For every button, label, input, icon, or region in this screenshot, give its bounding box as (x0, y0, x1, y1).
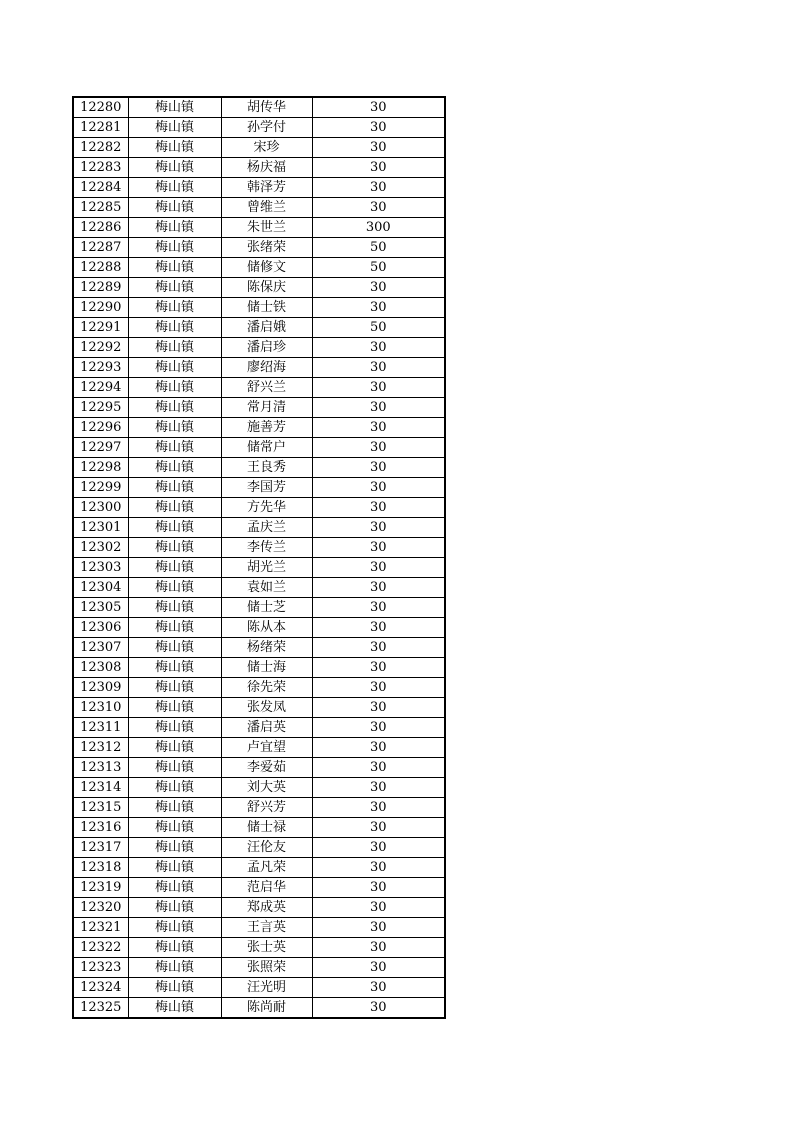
row-id-cell: 12296 (73, 418, 128, 438)
amount-cell: 30 (312, 118, 445, 138)
name-cell: 范启华 (221, 878, 312, 898)
name-cell: 储士铁 (221, 298, 312, 318)
name-cell: 刘大英 (221, 778, 312, 798)
name-cell: 杨庆福 (221, 158, 312, 178)
table-row (73, 858, 445, 878)
row-id-cell: 12292 (73, 338, 128, 358)
town-cell: 梅山镇 (128, 318, 221, 338)
name-cell: 袁如兰 (221, 578, 312, 598)
amount-cell: 30 (312, 918, 445, 938)
row-id-cell: 12288 (73, 258, 128, 278)
table-row (73, 298, 445, 318)
row-id-cell: 12285 (73, 198, 128, 218)
row-id-cell: 12297 (73, 438, 128, 458)
table-row (73, 278, 445, 298)
amount-cell: 30 (312, 498, 445, 518)
table-row (73, 838, 445, 858)
amount-cell: 30 (312, 618, 445, 638)
amount-cell: 50 (312, 238, 445, 258)
name-cell: 孙学付 (221, 118, 312, 138)
table-row (73, 658, 445, 678)
row-id-cell: 12280 (73, 97, 128, 118)
row-id-cell: 12286 (73, 218, 128, 238)
amount-cell: 30 (312, 158, 445, 178)
name-cell: 郑成英 (221, 898, 312, 918)
row-id-cell: 12287 (73, 238, 128, 258)
amount-cell: 30 (312, 418, 445, 438)
name-cell: 储士海 (221, 658, 312, 678)
name-cell: 张发凤 (221, 698, 312, 718)
town-cell: 梅山镇 (128, 298, 221, 318)
amount-cell: 30 (312, 998, 445, 1019)
table-row (73, 238, 445, 258)
town-cell: 梅山镇 (128, 998, 221, 1019)
name-cell: 杨绪荣 (221, 638, 312, 658)
town-cell: 梅山镇 (128, 458, 221, 478)
table-row (73, 438, 445, 458)
name-cell: 储修文 (221, 258, 312, 278)
town-cell: 梅山镇 (128, 238, 221, 258)
town-cell: 梅山镇 (128, 398, 221, 418)
table-row (73, 338, 445, 358)
row-id-cell: 12324 (73, 978, 128, 998)
table-row (73, 478, 445, 498)
name-cell: 汪光明 (221, 978, 312, 998)
row-id-cell: 12308 (73, 658, 128, 678)
amount-cell: 30 (312, 398, 445, 418)
amount-cell: 30 (312, 97, 445, 118)
amount-cell: 50 (312, 258, 445, 278)
table-row (73, 458, 445, 478)
table-row (73, 618, 445, 638)
name-cell: 储士禄 (221, 818, 312, 838)
table-row (73, 738, 445, 758)
town-cell: 梅山镇 (128, 978, 221, 998)
row-id-cell: 12317 (73, 838, 128, 858)
name-cell: 卢宜望 (221, 738, 312, 758)
town-cell: 梅山镇 (128, 158, 221, 178)
name-cell: 张绪荣 (221, 238, 312, 258)
name-cell: 储士芝 (221, 598, 312, 618)
table-row (73, 198, 445, 218)
row-id-cell: 12290 (73, 298, 128, 318)
table-row (73, 958, 445, 978)
row-id-cell: 12314 (73, 778, 128, 798)
row-id-cell: 12302 (73, 538, 128, 558)
town-cell: 梅山镇 (128, 838, 221, 858)
row-id-cell: 12289 (73, 278, 128, 298)
name-cell: 施善芳 (221, 418, 312, 438)
amount-cell: 30 (312, 638, 445, 658)
town-cell: 梅山镇 (128, 178, 221, 198)
town-cell: 梅山镇 (128, 658, 221, 678)
name-cell: 方先华 (221, 498, 312, 518)
name-cell: 常月清 (221, 398, 312, 418)
row-id-cell: 12305 (73, 598, 128, 618)
name-cell: 张照荣 (221, 958, 312, 978)
row-id-cell: 12303 (73, 558, 128, 578)
table-row (73, 178, 445, 198)
town-cell: 梅山镇 (128, 258, 221, 278)
row-id-cell: 12291 (73, 318, 128, 338)
row-id-cell: 12284 (73, 178, 128, 198)
town-cell: 梅山镇 (128, 558, 221, 578)
amount-cell: 30 (312, 778, 445, 798)
name-cell: 潘启英 (221, 718, 312, 738)
row-id-cell: 12316 (73, 818, 128, 838)
amount-cell: 30 (312, 138, 445, 158)
row-id-cell: 12312 (73, 738, 128, 758)
table-row (73, 878, 445, 898)
row-id-cell: 12281 (73, 118, 128, 138)
amount-cell: 30 (312, 438, 445, 458)
table-row (73, 978, 445, 998)
town-cell: 梅山镇 (128, 338, 221, 358)
amount-cell: 30 (312, 938, 445, 958)
row-id-cell: 12323 (73, 958, 128, 978)
town-cell: 梅山镇 (128, 97, 221, 118)
town-cell: 梅山镇 (128, 818, 221, 838)
name-cell: 胡光兰 (221, 558, 312, 578)
name-cell: 潘启娥 (221, 318, 312, 338)
name-cell: 宋珍 (221, 138, 312, 158)
name-cell: 王言英 (221, 918, 312, 938)
town-cell: 梅山镇 (128, 878, 221, 898)
town-cell: 梅山镇 (128, 798, 221, 818)
town-cell: 梅山镇 (128, 418, 221, 438)
row-id-cell: 12311 (73, 718, 128, 738)
town-cell: 梅山镇 (128, 698, 221, 718)
table-row (73, 138, 445, 158)
table-row (73, 698, 445, 718)
amount-cell: 30 (312, 958, 445, 978)
name-cell: 朱世兰 (221, 218, 312, 238)
row-id-cell: 12318 (73, 858, 128, 878)
table-row (73, 318, 445, 338)
name-cell: 陈从本 (221, 618, 312, 638)
table-row (73, 678, 445, 698)
amount-cell: 30 (312, 518, 445, 538)
name-cell: 王良秀 (221, 458, 312, 478)
town-cell: 梅山镇 (128, 578, 221, 598)
name-cell: 陈保庆 (221, 278, 312, 298)
name-cell: 李国芳 (221, 478, 312, 498)
row-id-cell: 12298 (73, 458, 128, 478)
amount-cell: 30 (312, 678, 445, 698)
row-id-cell: 12282 (73, 138, 128, 158)
name-cell: 陈尚耐 (221, 998, 312, 1019)
table-row (73, 518, 445, 538)
name-cell: 李传兰 (221, 538, 312, 558)
row-id-cell: 12306 (73, 618, 128, 638)
amount-cell: 30 (312, 738, 445, 758)
row-id-cell: 12322 (73, 938, 128, 958)
name-cell: 韩泽芳 (221, 178, 312, 198)
town-cell: 梅山镇 (128, 358, 221, 378)
name-cell: 汪伦友 (221, 838, 312, 858)
town-cell: 梅山镇 (128, 198, 221, 218)
town-cell: 梅山镇 (128, 518, 221, 538)
table-row (73, 578, 445, 598)
town-cell: 梅山镇 (128, 898, 221, 918)
town-cell: 梅山镇 (128, 438, 221, 458)
row-id-cell: 12310 (73, 698, 128, 718)
town-cell: 梅山镇 (128, 598, 221, 618)
amount-cell: 30 (312, 538, 445, 558)
amount-cell: 50 (312, 318, 445, 338)
name-cell: 廖绍海 (221, 358, 312, 378)
amount-cell: 30 (312, 578, 445, 598)
row-id-cell: 12293 (73, 358, 128, 378)
table-row (73, 818, 445, 838)
table-row (73, 218, 445, 238)
row-id-cell: 12295 (73, 398, 128, 418)
table-row (73, 718, 445, 738)
amount-cell: 30 (312, 658, 445, 678)
town-cell: 梅山镇 (128, 958, 221, 978)
data-table (72, 96, 446, 1019)
amount-cell: 30 (312, 818, 445, 838)
table-row (73, 118, 445, 138)
name-cell: 孟庆兰 (221, 518, 312, 538)
table-row (73, 598, 445, 618)
amount-cell: 30 (312, 698, 445, 718)
table-row (73, 758, 445, 778)
town-cell: 梅山镇 (128, 218, 221, 238)
amount-cell: 30 (312, 338, 445, 358)
table-row (73, 798, 445, 818)
amount-cell: 30 (312, 178, 445, 198)
amount-cell: 30 (312, 798, 445, 818)
table-row (73, 638, 445, 658)
table-row (73, 898, 445, 918)
row-id-cell: 12309 (73, 678, 128, 698)
name-cell: 曾维兰 (221, 198, 312, 218)
table-row (73, 998, 445, 1019)
name-cell: 孟凡荣 (221, 858, 312, 878)
row-id-cell: 12307 (73, 638, 128, 658)
row-id-cell: 12320 (73, 898, 128, 918)
amount-cell: 30 (312, 598, 445, 618)
town-cell: 梅山镇 (128, 718, 221, 738)
town-cell: 梅山镇 (128, 638, 221, 658)
name-cell: 张士英 (221, 938, 312, 958)
row-id-cell: 12300 (73, 498, 128, 518)
table-row (73, 938, 445, 958)
town-cell: 梅山镇 (128, 758, 221, 778)
amount-cell: 30 (312, 198, 445, 218)
row-id-cell: 12294 (73, 378, 128, 398)
row-id-cell: 12315 (73, 798, 128, 818)
town-cell: 梅山镇 (128, 138, 221, 158)
row-id-cell: 12299 (73, 478, 128, 498)
row-id-cell: 12321 (73, 918, 128, 938)
town-cell: 梅山镇 (128, 778, 221, 798)
amount-cell: 30 (312, 298, 445, 318)
table-row (73, 498, 445, 518)
town-cell: 梅山镇 (128, 918, 221, 938)
row-id-cell: 12283 (73, 158, 128, 178)
table-row (73, 918, 445, 938)
amount-cell: 30 (312, 478, 445, 498)
town-cell: 梅山镇 (128, 378, 221, 398)
town-cell: 梅山镇 (128, 278, 221, 298)
name-cell: 潘启珍 (221, 338, 312, 358)
amount-cell: 30 (312, 758, 445, 778)
town-cell: 梅山镇 (128, 938, 221, 958)
town-cell: 梅山镇 (128, 618, 221, 638)
amount-cell: 300 (312, 218, 445, 238)
table-row (73, 558, 445, 578)
amount-cell: 30 (312, 898, 445, 918)
town-cell: 梅山镇 (128, 498, 221, 518)
town-cell: 梅山镇 (128, 858, 221, 878)
row-id-cell: 12313 (73, 758, 128, 778)
amount-cell: 30 (312, 838, 445, 858)
row-id-cell: 12304 (73, 578, 128, 598)
table-row (73, 358, 445, 378)
name-cell: 胡传华 (221, 97, 312, 118)
name-cell: 储常户 (221, 438, 312, 458)
row-id-cell: 12301 (73, 518, 128, 538)
town-cell: 梅山镇 (128, 538, 221, 558)
town-cell: 梅山镇 (128, 678, 221, 698)
amount-cell: 30 (312, 978, 445, 998)
town-cell: 梅山镇 (128, 478, 221, 498)
table-row (73, 97, 445, 118)
town-cell: 梅山镇 (128, 118, 221, 138)
table-row (73, 158, 445, 178)
amount-cell: 30 (312, 378, 445, 398)
name-cell: 舒兴兰 (221, 378, 312, 398)
table-row (73, 398, 445, 418)
row-id-cell: 12319 (73, 878, 128, 898)
row-id-cell: 12325 (73, 998, 128, 1019)
table-row (73, 778, 445, 798)
amount-cell: 30 (312, 558, 445, 578)
amount-cell: 30 (312, 718, 445, 738)
table-row (73, 378, 445, 398)
name-cell: 李爱茹 (221, 758, 312, 778)
amount-cell: 30 (312, 458, 445, 478)
name-cell: 舒兴芳 (221, 798, 312, 818)
table-row (73, 418, 445, 438)
table-body (73, 97, 445, 1018)
table-row (73, 538, 445, 558)
amount-cell: 30 (312, 358, 445, 378)
amount-cell: 30 (312, 278, 445, 298)
table-row (73, 258, 445, 278)
amount-cell: 30 (312, 858, 445, 878)
amount-cell: 30 (312, 878, 445, 898)
town-cell: 梅山镇 (128, 738, 221, 758)
name-cell: 徐先荣 (221, 678, 312, 698)
